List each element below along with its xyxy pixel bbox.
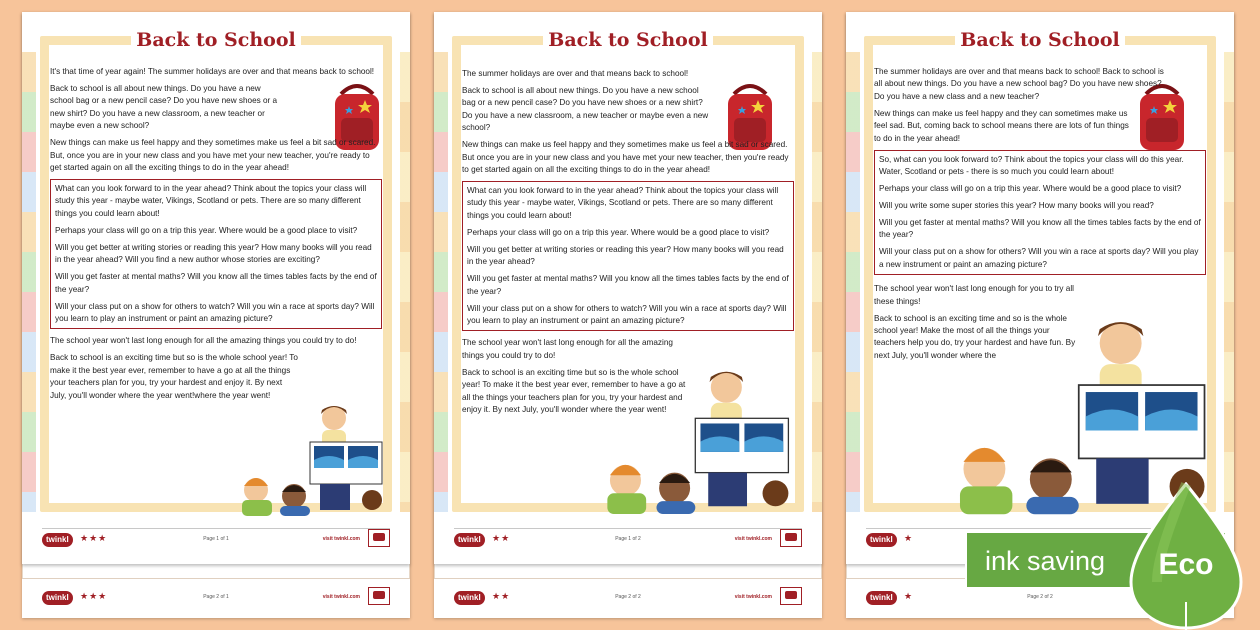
visit-link[interactable]: visit twinkl.com (322, 536, 360, 542)
question-paragraph: Perhaps your class will go on a trip this year. Where would be a good place to visit? (467, 227, 770, 237)
teacher-reading-illustration (594, 364, 794, 514)
question-box (50, 179, 382, 329)
page-title: Back to School (543, 29, 713, 51)
question-paragraph: What can you look forward to in the year ahead? Think about the topics your class will study this year - maybe water, Vikings, Scotland or pets. There are so many different things you could learn about! (55, 184, 367, 218)
paragraph: The summer holidays are over and that means back to school! Back to school is all about new things. Do you have a new school bag? Do you have new shoes? Do you have a new class and a new teacher? (874, 67, 1164, 101)
worksheet-2 (434, 12, 822, 618)
twinkl-logo[interactable]: twinkl (454, 591, 485, 605)
paragraph: The summer holidays are over and that means back to school! (462, 69, 689, 78)
eco-label: Eco (1158, 548, 1214, 581)
paragraph: Back to school is an exciting time and so is the whole school year! Make the most of all the things your teachers help you do, try your hardest and have fun. By next July, you'll wonder where the (874, 313, 1076, 360)
visit-link[interactable]: visit twinkl.com (734, 536, 772, 542)
paragraph: The school year won't last long enough for you to try all these things! (874, 284, 1074, 306)
paragraph: Back to school is an exciting time but so is the whole school year! To make it the best year ever, remember to have a go at all the things your teachers plan for you, try your hardest and enjoy it. By next July, you'll wonder where the year went! (462, 367, 686, 415)
difficulty-stars: ★★ (492, 533, 511, 543)
question-paragraph: Will you get better at writing stories or reading this year? How many books will you read in the year ahead? (467, 244, 784, 267)
paragraph: New things can make us feel happy and they can sometimes make us feel sad. But, coming back to school means there are lots of fun things to do in the year ahead! (874, 108, 1129, 143)
visit-link[interactable]: visit twinkl.com (322, 594, 360, 600)
eco-leaf-icon (1127, 482, 1245, 630)
paragraph: New things can make us feel happy and they sometimes make us feel a bit sad or scared. But once you are in your new class and you have met your new teacher, then you're ready to get started again on all the exciting things to do in the year ahead! (462, 140, 789, 175)
question-box (462, 181, 794, 331)
question-paragraph: Will you get faster at mental maths? Will you know all the times tables facts by the end of the year? (55, 272, 377, 294)
question-paragraph: Will your class put on a show for others to watch? Will you win a race at sports day? Will you learn to play an instrument or paint an amazing picture? (55, 301, 375, 324)
first-page (434, 12, 822, 564)
question-paragraph: Will you get better at writing stories or reading this year? How many books will you read in the year ahead? Will you find a new author whose stories are exciting? (55, 242, 372, 265)
page-footer (454, 528, 802, 548)
paragraph: The school year won't last long enough for all the amazing things you could try to do! (50, 336, 357, 346)
question-paragraph: What can you look forward to in the year ahead? Think about the topics your class will study this year - maybe water, Vikings, Scotland or pets. There are so many different things you could learn about! (467, 186, 779, 220)
page-number: Page 1 of 1 (203, 536, 229, 542)
visit-link[interactable]: visit twinkl.com (734, 594, 772, 600)
border-decoration (400, 52, 410, 512)
back-page-footer (454, 587, 802, 607)
twinkl-logo[interactable]: twinkl (454, 533, 485, 547)
second-page-strip (22, 578, 410, 618)
quality-badge-icon (780, 587, 802, 605)
question-paragraph: So, what can you look forward to? Think about the topics your class will do this year. Water, Scotland or pets - there is so much you could learn about! (879, 154, 1184, 177)
twinkl-logo[interactable]: twinkl (866, 591, 897, 605)
border-decoration (846, 52, 860, 512)
difficulty-stars: ★ (904, 591, 914, 601)
question-paragraph: Will you get faster at mental maths? Will you know all the times tables facts by the end of the year? (467, 274, 789, 296)
back-page-footer (42, 587, 390, 607)
paragraph: The school year won't last long enough for all the amazing things you could try to do! (462, 338, 673, 360)
quality-badge-icon (780, 529, 802, 547)
difficulty-stars: ★ (904, 533, 914, 543)
page-number: Page 2 of 2 (615, 594, 641, 600)
ink-saving-label: ink saving (985, 546, 1106, 576)
question-paragraph: Will your class put on a show for others to watch? Will you win a race at sports day? Will you learn to play an instrument or paint an amazing picture? (467, 303, 787, 326)
twinkl-logo[interactable]: twinkl (866, 533, 897, 547)
page-title: Back to School (955, 29, 1125, 51)
question-paragraph: Perhaps your class will go on a trip this year. Where would be a good place to visit? (879, 184, 1182, 194)
page-number: Page 1 of 2 (615, 536, 641, 542)
page-title: Back to School (131, 29, 301, 51)
question-box (874, 150, 1206, 276)
border-decoration (434, 52, 448, 512)
paragraph: Back to school is all about new things. Do you have a new school bag or a new pencil case? Do you have new shoes or a new shirt? Do you have a new classroom, a new teacher or maybe even a new school? (50, 84, 278, 131)
teacher-reading-illustration (234, 400, 384, 516)
paragraph: Back to school is all about new things. Do you have a new school bag or a new pencil case? Do you have new shoes or a new shirt? Do you have a new classroom, a new teacher or maybe even a new school? (462, 86, 709, 133)
paragraph: It's that time of year again! The summer holidays are over and that means back to school! (50, 67, 375, 76)
difficulty-stars: ★★ (492, 591, 511, 601)
question-paragraph: Will you write some super stories this year? How many books will you read? (879, 201, 1154, 211)
page-footer (42, 528, 390, 548)
question-paragraph: Will your class put on a show for others? Will you win a race at sports day? Will you play a new instrument or paint an amazing picture? (879, 247, 1199, 269)
question-paragraph: Will you get faster at mental maths? Will you know all the times tables facts by the end of the year? (879, 218, 1201, 240)
second-page-strip (434, 578, 822, 618)
first-page (22, 12, 410, 564)
question-paragraph: Perhaps your class will go on a trip this year. Where would be a good place to visit? (55, 225, 358, 235)
paragraph: New things can make us feel happy and they sometimes make us feel a bit sad or scared. But, once you are in your new class and you have met your new teacher, you're ready to get started again on all the exciting things to do in the year ahead! (50, 138, 376, 173)
worksheet-1 (22, 12, 410, 618)
difficulty-stars: ★★★ (80, 533, 108, 543)
reading-text (50, 66, 382, 407)
twinkl-logo[interactable]: twinkl (42, 591, 73, 605)
difficulty-stars: ★★★ (80, 591, 108, 601)
page-number: Page 2 of 1 (203, 594, 229, 600)
paragraph: Back to school is an exciting time but so is the whole school year! To make it the best year ever, remember to have a go at all the things your teachers plan for you, try your hardest and enjoy it. By next July, you'll wonder where the year went!where the year went! (50, 353, 298, 400)
border-decoration (1224, 52, 1234, 512)
twinkl-logo[interactable]: twinkl (42, 533, 73, 547)
page-number: Page 2 of 2 (1027, 594, 1053, 600)
border-decoration (812, 52, 822, 512)
quality-badge-icon (368, 529, 390, 547)
border-decoration (22, 52, 36, 512)
quality-badge-icon (368, 587, 390, 605)
